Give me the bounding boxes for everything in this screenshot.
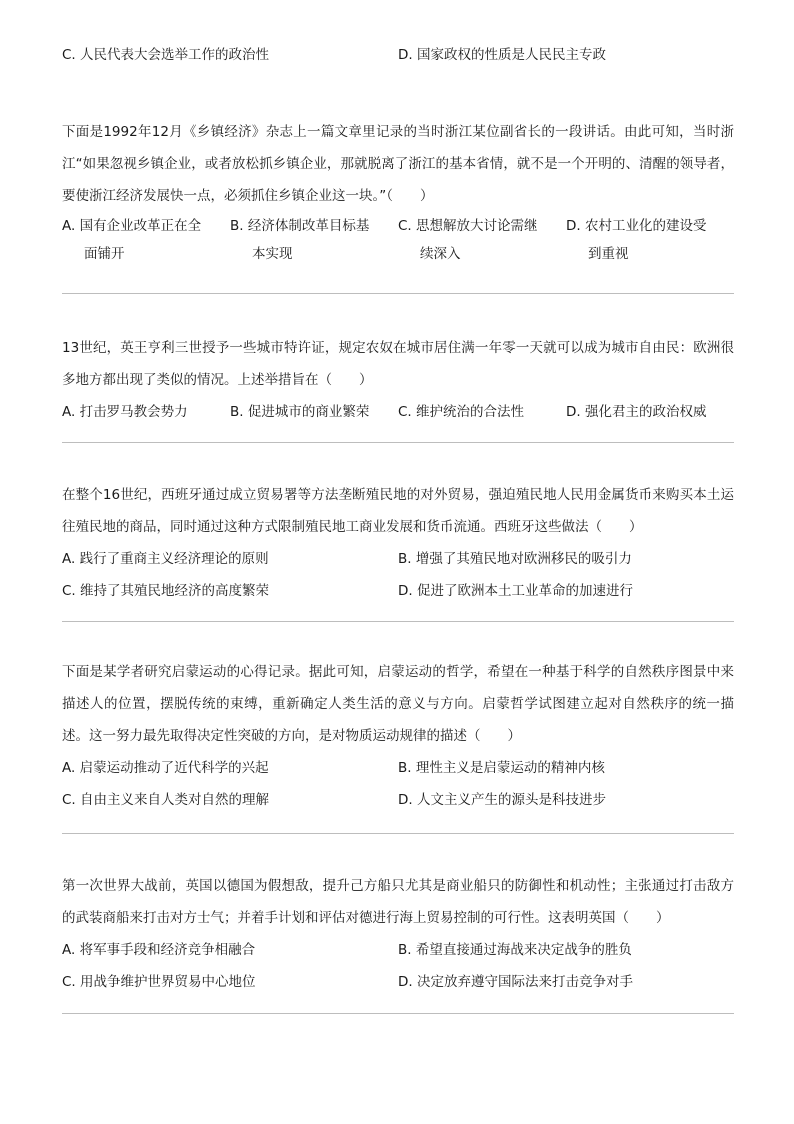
option-d[interactable]: D. 农村工业化的建设受 到重视 [566,218,707,262]
option-c[interactable]: C. 维护统治的合法性 [398,404,525,420]
question-4 [62,656,734,816]
option-b[interactable]: B. 希望直接通过海战来决定战争的胜负 [398,942,632,958]
option-d[interactable]: D. 促进了欧洲本土工业革命的加速进行 [398,583,633,599]
question-stem: 在整个16世纪，西班牙通过成立贸易署等方法垄断殖民地的对外贸易，强迫殖民地人民用金属货币来购买本土运往殖民地的商品，同时通过这种方式限制殖民地工商业发展和货币流通。西班牙这些做法（ ） [62,487,734,535]
option-c[interactable]: C. 维持了其殖民地经济的高度繁荣 [62,583,270,599]
divider [62,621,734,622]
question-stem: 13世纪，英王亨利三世授予一些城市特许证，规定农奴在城市居住满一年零一天就可以成为城市自由民：欧洲很多地方都出现了类似的情况。上述举措旨在（ ） [62,340,734,388]
option-a[interactable]: A. 打击罗马教会势力 [62,404,188,420]
option-c[interactable]: C. 用战争维护世界贸易中心地位 [62,974,256,990]
option-a[interactable]: A. 将军事手段和经济竞争相融合 [62,942,256,958]
option-c[interactable]: C. 思想解放大讨论需继 续深入 [398,218,538,262]
option-b[interactable]: B. 经济体制改革目标基 本实现 [230,218,370,262]
question-stem: 第一次世界大战前，英国以德国为假想敌，提升己方船只尤其是商业船只的防御性和机动性；主张通过打击敌方的武装商船来打击对方士气；并着手计划和评估对德进行海上贸易控制的可行性。这表明英国（ ） [62,878,734,926]
option-d[interactable]: D. 人文主义产生的源头是科技进步 [398,792,606,808]
prev-question-options [62,44,734,66]
divider [62,442,734,443]
question-stem: 下面是某学者研究启蒙运动的心得记录。据此可知，启蒙运动的哲学，希望在一种基于科学的自然秩序图景中来描述人的位置，摆脱传统的束缚，重新确定人类生活的意义与方向。启蒙哲学试图建立起对自然秩序的统一描述。这一努力最先取得决定性突破的方向，是对物质运动规律的描述（ ） [62,664,734,744]
options-row [62,575,734,607]
options-row [62,934,734,966]
option-d[interactable]: D. 强化君主的政治权威 [566,404,707,420]
question-5 [62,870,734,998]
question-stem: 下面是1992年12月《乡镇经济》杂志上一篇文章里记录的当时浙江某位副省长的一段讲话。由此可知，当时浙江“如果忽视乡镇企业，或者放松抓乡镇企业，那就脱离了浙江的基本省情，就不是一个开明的、清醒的领导者，要使浙江经济发展快一点，必须抓住乡镇企业这一块。”（ ） [62,124,734,204]
divider [62,1013,734,1014]
option-d[interactable]: D. 国家政权的性质是人民民主专政 [398,47,606,63]
options-row [62,543,734,575]
option-a[interactable]: A. 启蒙运动推动了近代科学的兴起 [62,760,269,776]
option-c[interactable]: C. 人民代表大会选举工作的政治性 [62,47,270,63]
option-a[interactable]: A. 国有企业改革正在全 面铺开 [62,218,202,262]
options-row [62,966,734,998]
question-3 [62,479,734,607]
options-row [62,752,734,784]
question-1 [62,116,734,276]
divider [62,833,734,834]
options-row [62,212,734,276]
options-row [62,784,734,816]
option-b[interactable]: B. 促进城市的商业繁荣 [230,404,370,420]
divider [62,293,734,294]
option-d[interactable]: D. 决定放弃遵守国际法来打击竞争对手 [398,974,633,990]
option-a[interactable]: A. 践行了重商主义经济理论的原则 [62,551,269,567]
option-c[interactable]: C. 自由主义来自人类对自然的理解 [62,792,270,808]
option-b[interactable]: B. 增强了其殖民地对欧洲移民的吸引力 [398,551,632,567]
options-row [62,396,734,428]
option-b[interactable]: B. 理性主义是启蒙运动的精神内核 [398,760,605,776]
question-2 [62,332,734,428]
